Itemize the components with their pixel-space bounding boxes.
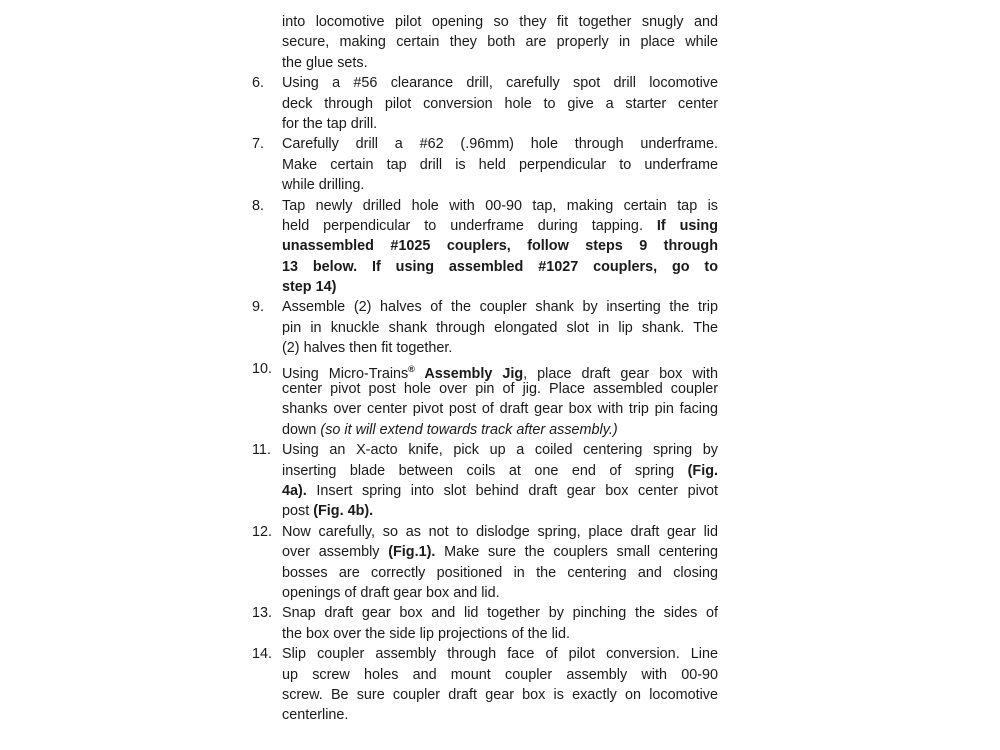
text-line — [252, 134, 718, 154]
step-number: 10. — [252, 360, 273, 377]
step-text — [282, 440, 718, 460]
text-run: Assemble (2) halves of the coupler shank by inserting the trip — [282, 299, 718, 316]
text-run: unassembled #1025 couplers, follow steps 9 through — [282, 238, 718, 255]
text-run: inserting blade between coils at one end of spring — [282, 462, 688, 479]
text-run: center pivot post hole over pin of jig. Place assembled coupler — [282, 381, 718, 398]
step-number: 12. — [252, 523, 273, 540]
step-text — [282, 196, 718, 216]
text-line — [252, 94, 718, 114]
step-text — [282, 603, 718, 623]
instruction-page — [252, 12, 718, 726]
step-item — [252, 522, 718, 604]
text-run: (Fig. 4b). — [313, 503, 374, 520]
text-line — [252, 583, 718, 603]
text-run: openings of draft gear box and lid. — [282, 584, 500, 601]
text-run: Using Micro-Trains — [282, 365, 409, 382]
text-line — [252, 155, 718, 175]
step-number: 14. — [252, 646, 273, 663]
step-number: 6. — [252, 75, 265, 92]
text-run: for the tap drill. — [282, 115, 378, 132]
text-run: deck through pilot conversion hole to give a starter center — [282, 95, 718, 112]
text-run: Make sure the couplers small centering — [435, 544, 718, 561]
text-line — [252, 236, 718, 256]
step-number: 8. — [252, 197, 265, 214]
text-run: Tap newly drilled hole with 00-90 tap, making certain tap is — [282, 197, 718, 214]
text-run: Using a #56 clearance drill, carefully spot drill locomotive — [282, 75, 718, 92]
text-line — [252, 399, 718, 419]
text-line — [252, 297, 718, 317]
text-run: screw. Be sure coupler draft gear box is exactly on locomotive — [282, 686, 718, 703]
text-line: the glue sets. — [282, 54, 368, 71]
step-number: 11. — [252, 442, 271, 459]
text-run: centerline. — [282, 707, 349, 724]
text-line — [252, 501, 718, 521]
text-line — [252, 624, 718, 644]
text-run: , place draft gear box with — [523, 365, 718, 382]
text-run: (2) halves then fit together. — [282, 340, 453, 357]
text-line — [252, 665, 718, 685]
text-run: while drilling. — [282, 177, 365, 194]
step-text — [282, 134, 718, 154]
text-run: Insert spring into slot behind draft gear box center pivot — [306, 482, 718, 499]
text-run: shanks over center pivot post of draft gear box with trip pin facing — [282, 401, 718, 418]
text-line — [252, 318, 718, 338]
text-line — [252, 420, 718, 440]
text-run: over assembly — [282, 544, 389, 561]
text-line — [252, 461, 718, 481]
steps-list — [252, 73, 718, 726]
text-line — [252, 73, 718, 93]
step-item — [252, 440, 718, 522]
text-run: the box over the side lip projections of the lid. — [282, 625, 570, 642]
text-run: Make certain tap drill is held perpendicular to underframe — [282, 156, 718, 173]
text-run: Now carefully, so as not to dislodge spring, place draft gear lid — [282, 523, 718, 540]
step-number: 7. — [252, 136, 265, 153]
step-item — [252, 196, 718, 298]
text-run: step 14) — [282, 279, 337, 296]
text-run: bosses are correctly positioned in the centering and closing — [282, 564, 718, 581]
text-run: Snap draft gear box and lid together by pinching the sides of — [282, 605, 718, 622]
text-run: held perpendicular to underframe during tapping. — [282, 217, 657, 234]
text-run: ® — [408, 363, 415, 374]
step-item — [252, 359, 718, 441]
step-text — [282, 359, 718, 382]
text-run: 4a). — [282, 482, 307, 499]
text-line — [252, 542, 718, 562]
text-run: Using an X-acto knife, pick up a coiled centering spring by — [282, 442, 718, 459]
text-run: (so it will extend towards track after assembly.) — [320, 421, 618, 438]
text-run: 13 below. If using assembled #1027 couplers, go to — [282, 258, 718, 275]
text-line — [252, 481, 718, 501]
step-text — [282, 644, 718, 664]
step-item — [252, 73, 718, 134]
text-line — [252, 175, 718, 195]
text-line — [252, 644, 718, 664]
step-text — [282, 73, 718, 93]
text-run: If using — [656, 217, 718, 234]
text-line — [252, 685, 718, 705]
text-run: pin in knuckle shank through elongated slot in lip shank. The — [282, 319, 718, 336]
step-item — [252, 297, 718, 358]
text-run: up screw holes and mount coupler assembly with 00-90 — [282, 666, 718, 683]
text-line — [252, 277, 718, 297]
text-line — [252, 705, 718, 725]
text-run: (Fig. — [687, 462, 718, 479]
text-line — [252, 359, 718, 382]
text-run: (Fig.1). — [388, 544, 436, 561]
text-line — [252, 522, 718, 542]
text-line — [252, 216, 718, 236]
step-item — [252, 134, 718, 195]
step-number: 9. — [252, 299, 265, 316]
text-line — [252, 379, 718, 399]
step-text — [282, 522, 718, 542]
text-line — [252, 563, 718, 583]
text-line — [252, 603, 718, 623]
text-line — [252, 338, 718, 358]
text-line: secure, making certain they both are properly in place while — [282, 34, 718, 51]
step-text — [282, 297, 718, 317]
step-number: 13. — [252, 605, 273, 622]
text-line — [252, 196, 718, 216]
text-run: Carefully drill a #62 (.96mm) hole through underframe. — [282, 136, 718, 153]
text-run: post — [282, 503, 314, 520]
text-line: into locomotive pilot opening so they fit together snugly and — [282, 14, 718, 30]
step-item — [252, 644, 718, 726]
text-run: Assembly Jig — [414, 365, 524, 382]
text-run: down — [282, 421, 321, 438]
text-run: Slip coupler assembly through face of pilot conversion. Line — [282, 646, 718, 663]
text-line — [252, 257, 718, 277]
text-line — [252, 440, 718, 460]
continuation-paragraph — [252, 12, 718, 73]
text-line — [252, 114, 718, 134]
step-item — [252, 603, 718, 644]
